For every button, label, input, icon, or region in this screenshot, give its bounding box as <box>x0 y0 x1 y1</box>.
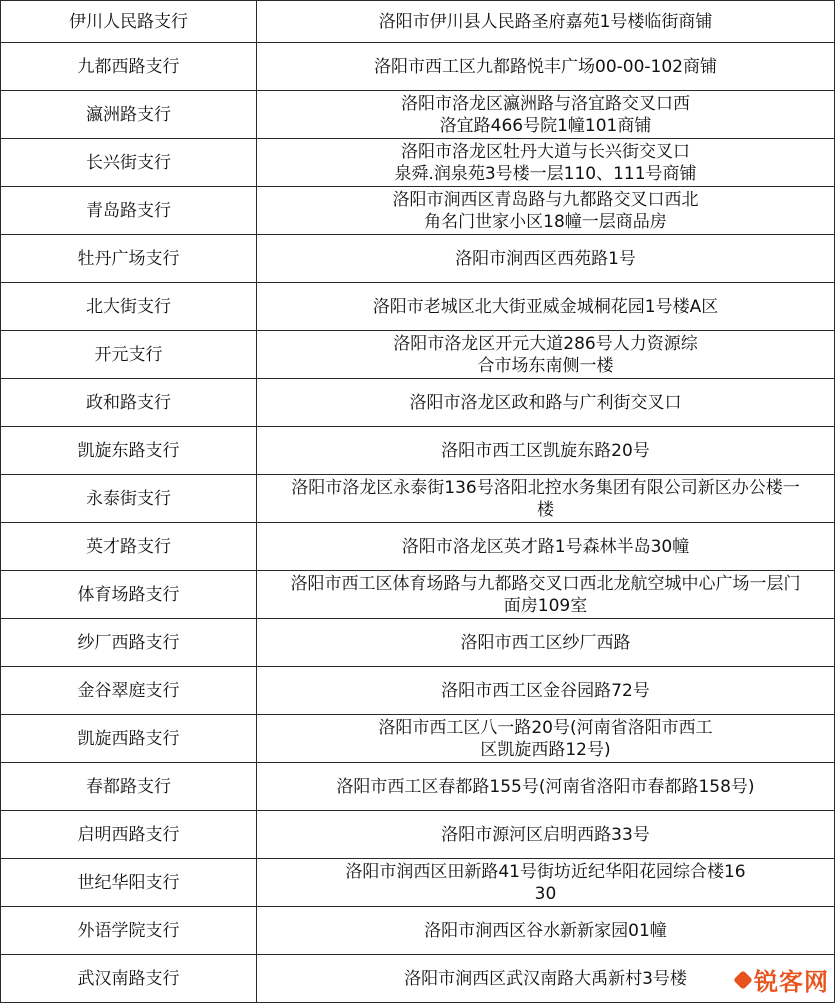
branch-address: 洛阳市西工区纱厂西路 <box>460 632 631 653</box>
branch-name: 英才路支行 <box>86 536 171 557</box>
branch-address-cell <box>257 523 835 570</box>
branch-address-cell <box>257 1 835 42</box>
branch-name-cell <box>0 187 257 234</box>
branch-address-cell <box>257 235 835 282</box>
branch-name-cell <box>0 475 257 522</box>
branch-name-cell <box>0 379 257 426</box>
branch-name: 凯旋东路支行 <box>77 440 180 461</box>
branch-name: 九都西路支行 <box>77 56 180 77</box>
branch-name: 瀛洲路支行 <box>86 104 171 125</box>
branch-name-cell <box>0 43 257 90</box>
branch-address-cell <box>257 139 835 186</box>
branch-name: 体育场路支行 <box>77 584 180 605</box>
branch-address: 洛阳市西工区九都路悦丰广场00-00-102商铺 <box>374 56 717 77</box>
branch-address: 洛阳市洛龙区牡丹大道与长兴街交叉口 泉舜.润泉苑3号楼一层110、111号商铺 <box>394 141 697 184</box>
branch-name: 伊川人民路支行 <box>69 11 188 32</box>
branch-address-cell <box>257 43 835 90</box>
branch-name-cell <box>0 91 257 138</box>
table-row <box>0 763 835 811</box>
branch-address: 洛阳市伊川县人民路圣府嘉苑1号楼临街商铺 <box>378 11 713 32</box>
branch-name: 启明西路支行 <box>77 824 180 845</box>
branch-name-cell <box>0 811 257 858</box>
branch-address: 洛阳市涧西区青岛路与九都路交叉口西北 角名门世家小区18幢一层商品房 <box>392 189 699 232</box>
branch-name: 北大街支行 <box>86 296 171 317</box>
branch-name: 春都路支行 <box>86 776 171 797</box>
branch-name: 世纪华阳支行 <box>77 872 180 893</box>
branch-name: 青岛路支行 <box>86 200 171 221</box>
branch-name-cell <box>0 331 257 378</box>
branch-name: 牡丹广场支行 <box>77 248 180 269</box>
branch-address-cell <box>257 859 835 906</box>
branch-name: 外语学院支行 <box>77 920 180 941</box>
table-row <box>0 187 835 235</box>
branch-name: 金谷翠庭支行 <box>77 680 180 701</box>
table-row <box>0 139 835 187</box>
branch-address: 洛阳市涧西区谷水新新家园01幢 <box>424 920 667 941</box>
branch-name-cell <box>0 139 257 186</box>
branch-address: 洛阳市源河区启明西路33号 <box>441 824 650 845</box>
branch-name: 政和路支行 <box>86 392 171 413</box>
branch-address-cell <box>257 331 835 378</box>
table-row <box>0 235 835 283</box>
table-row <box>0 91 835 139</box>
branch-address-cell <box>257 187 835 234</box>
branch-address: 洛阳市涧西区武汉南路大禹新村3号楼 <box>404 968 687 989</box>
table-row <box>0 619 835 667</box>
branch-name-cell <box>0 667 257 714</box>
branch-name-cell <box>0 715 257 762</box>
table-row <box>0 1 835 43</box>
branch-address: 洛阳市洛龙区英才路1号森林半岛30幢 <box>401 536 690 557</box>
table-row <box>0 283 835 331</box>
table-row <box>0 43 835 91</box>
branch-name: 纱厂西路支行 <box>77 632 180 653</box>
branch-address: 洛阳市洛龙区政和路与广利街交叉口 <box>409 392 682 413</box>
branch-address: 洛阳市洛龙区开元大道286号人力资源综 合市场东南侧一楼 <box>393 333 698 376</box>
branch-name-cell <box>0 235 257 282</box>
branch-name: 开元支行 <box>94 344 163 365</box>
table-row <box>0 427 835 475</box>
branch-address-cell <box>257 91 835 138</box>
branch-address: 洛阳市西工区春都路155号(河南省洛阳市春都路158号) <box>336 776 755 797</box>
branch-name-cell <box>0 619 257 666</box>
watermark-text: 锐客网 <box>754 968 829 996</box>
branch-address: 洛阳市西工区八一路20号(河南省洛阳市西工 区凯旋西路12号) <box>378 717 713 760</box>
branch-name-cell <box>0 283 257 330</box>
branch-name-cell <box>0 907 257 954</box>
table-row <box>0 379 835 427</box>
branch-name: 凯旋西路支行 <box>77 728 180 749</box>
table-row <box>0 811 835 859</box>
branch-name-cell <box>0 427 257 474</box>
branch-name-cell <box>0 523 257 570</box>
table-row <box>0 475 835 523</box>
branch-name: 永泰街支行 <box>86 488 171 509</box>
branch-address-cell <box>257 619 835 666</box>
branch-name-cell <box>0 859 257 906</box>
branch-name-cell <box>0 763 257 810</box>
branch-address: 洛阳市洛龙区永泰街136号洛阳北控水务集团有限公司新区办公楼一 楼 <box>291 477 800 520</box>
branch-address: 洛阳市西工区金谷园路72号 <box>441 680 650 701</box>
table-row <box>0 955 835 1003</box>
table-row <box>0 859 835 907</box>
branch-address-cell <box>257 715 835 762</box>
branch-name-cell <box>0 955 257 1002</box>
branch-address-cell <box>257 379 835 426</box>
branch-name-cell <box>0 1 257 42</box>
branch-address-cell <box>257 283 835 330</box>
table-row <box>0 523 835 571</box>
branch-address: 洛阳市西工区体育场路与九都路交叉口西北龙航空城中心广场一层门 面房109室 <box>290 573 801 616</box>
watermark <box>736 962 829 997</box>
branch-name: 长兴街支行 <box>86 152 171 173</box>
branch-address-cell <box>257 763 835 810</box>
branch-address-cell <box>257 811 835 858</box>
branch-address: 洛阳市洛龙区瀛洲路与洛宜路交叉口西 洛宜路466号院1幢101商铺 <box>401 93 690 136</box>
diamond-logo-icon <box>733 970 753 990</box>
branch-address-cell <box>257 427 835 474</box>
table-row <box>0 331 835 379</box>
branch-name: 武汉南路支行 <box>77 968 180 989</box>
branch-address-cell <box>257 571 835 618</box>
table-row <box>0 715 835 763</box>
table-row <box>0 667 835 715</box>
branch-address-cell <box>257 475 835 522</box>
table-row <box>0 907 835 955</box>
branch-address-cell <box>257 667 835 714</box>
branch-address: 洛阳市西工区凯旋东路20号 <box>441 440 650 461</box>
table-row <box>0 571 835 619</box>
branch-address: 洛阳市老城区北大街亚威金城桐花园1号楼A区 <box>372 296 719 317</box>
branch-address: 洛阳市涧西区西苑路1号 <box>455 248 636 269</box>
branch-address-cell <box>257 907 835 954</box>
branch-name-cell <box>0 571 257 618</box>
branch-address: 洛阳市润西区田新路41号街坊近纪华阳花园综合楼16 30 <box>345 861 746 904</box>
